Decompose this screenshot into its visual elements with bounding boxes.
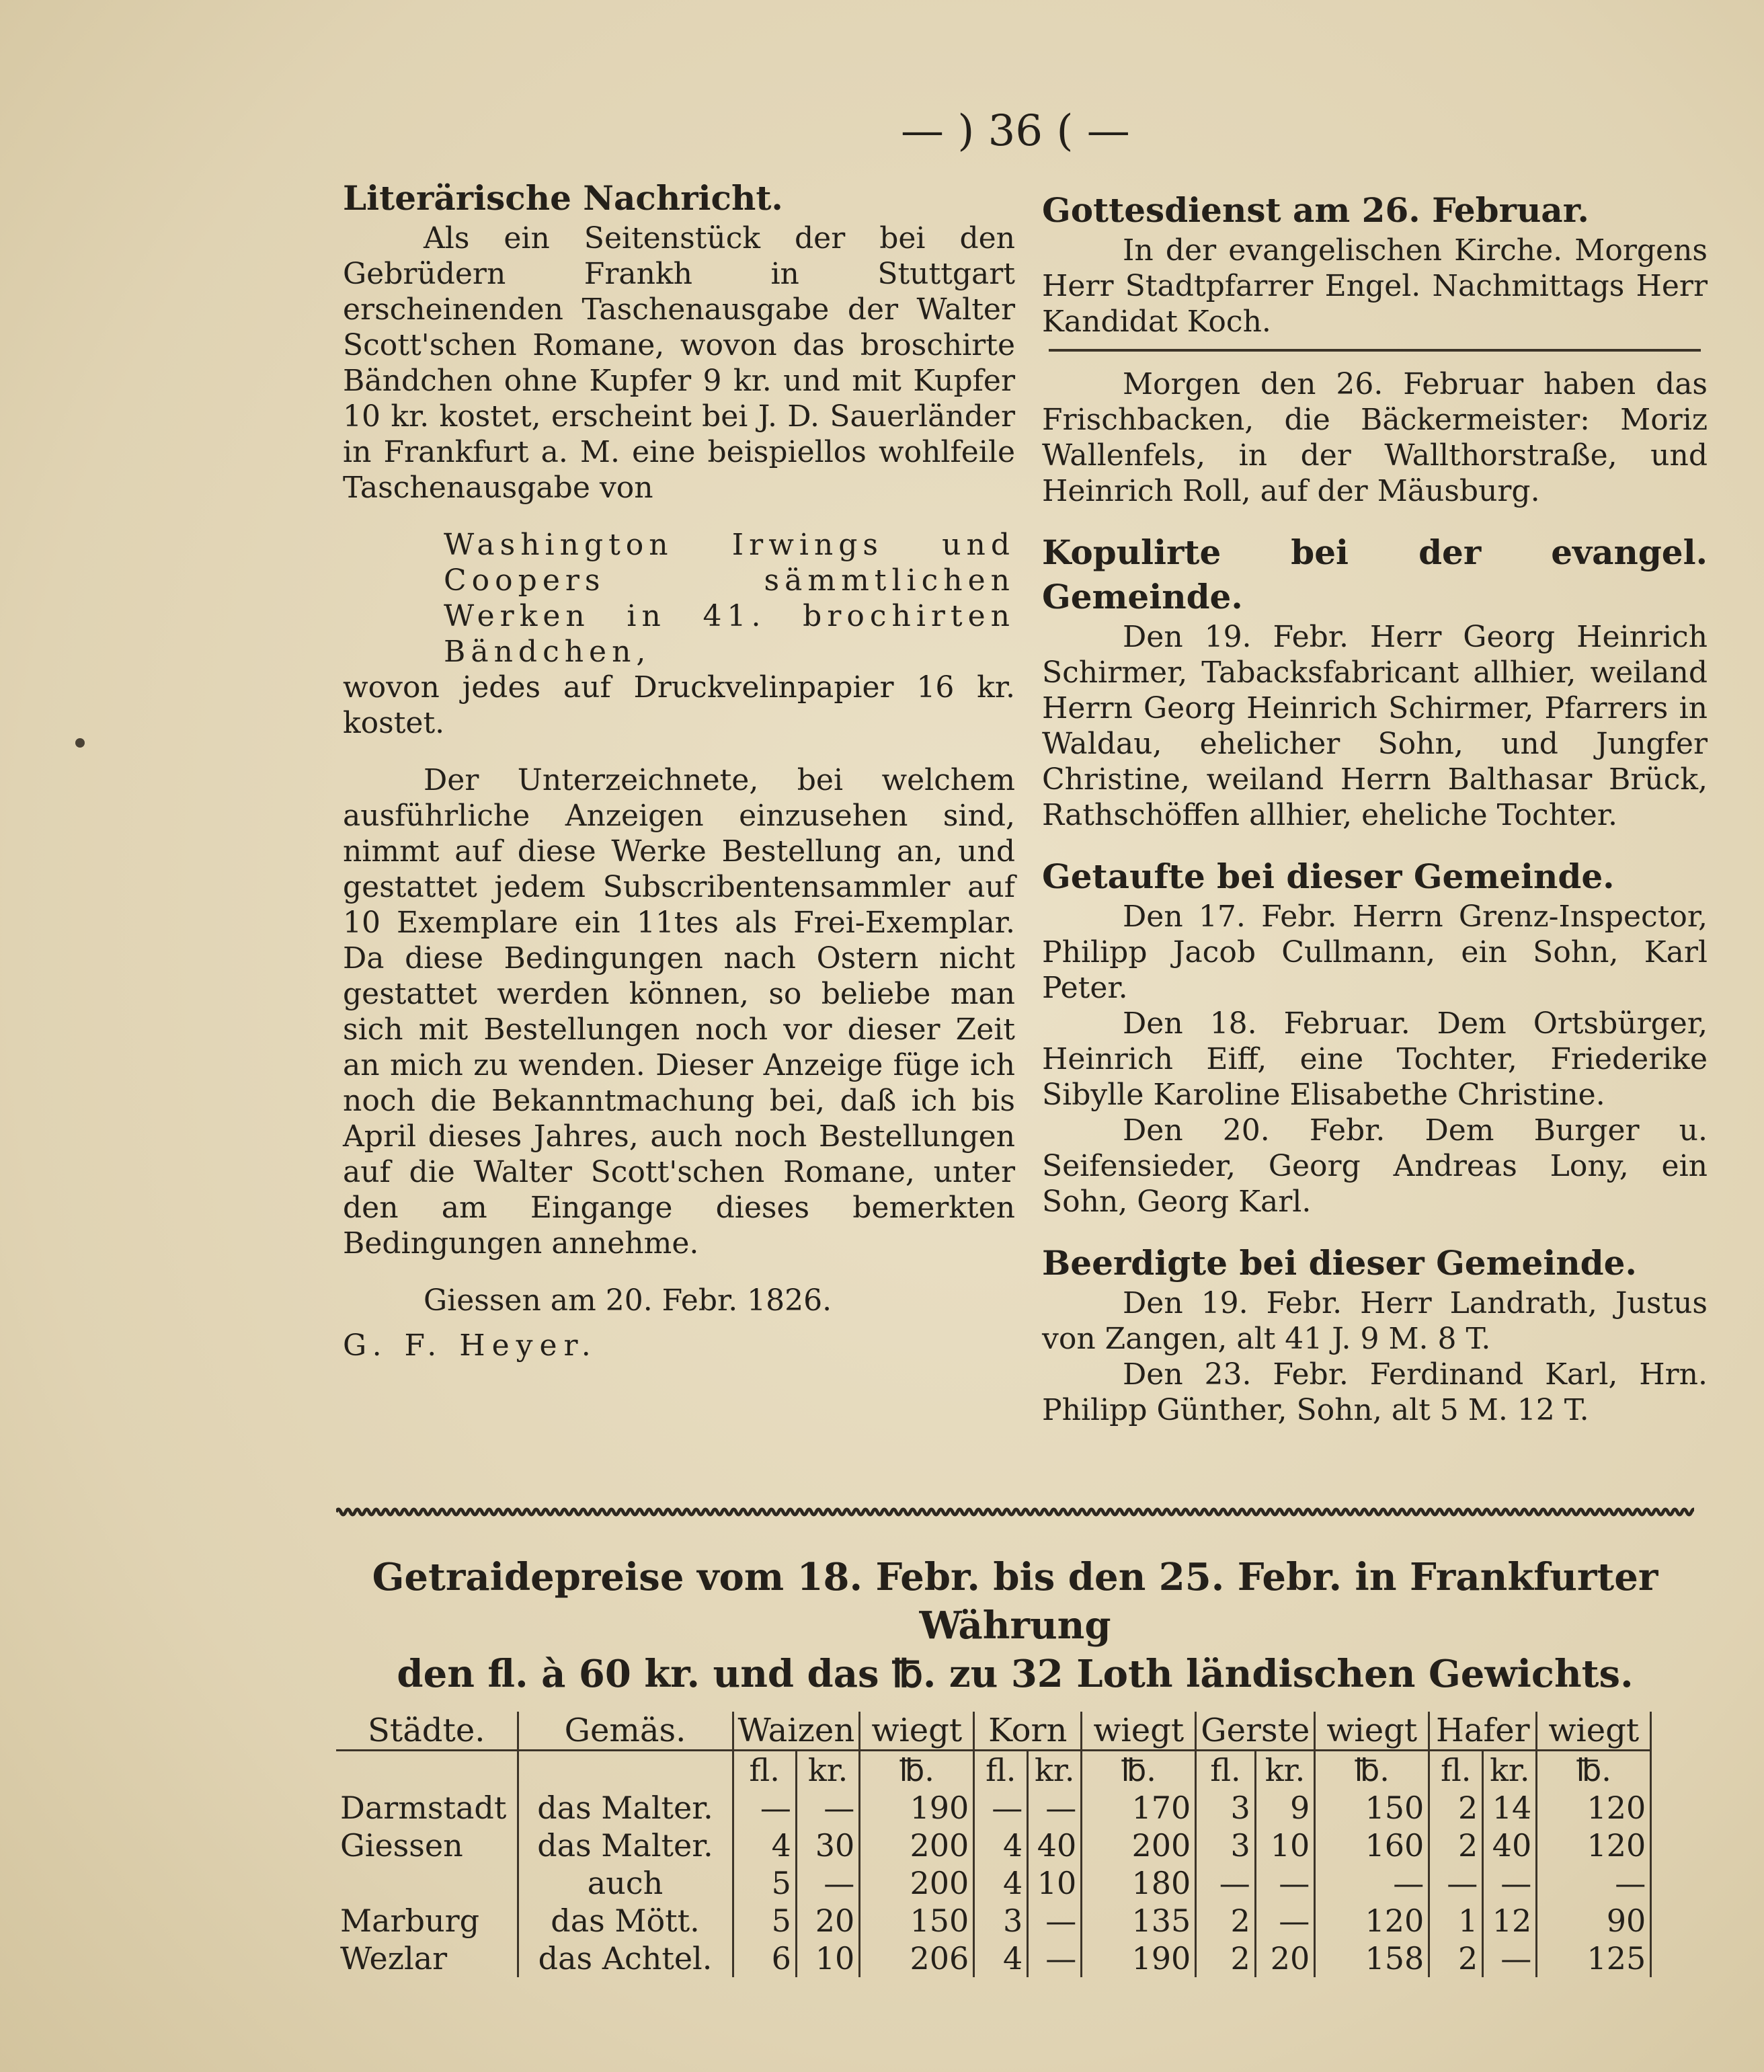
table-cell: Darmstadt bbox=[336, 1789, 518, 1827]
table-cell: 180 bbox=[1082, 1864, 1196, 1902]
bakers-text: Morgen den 26. Februar haben das Frischbacken, die Bäckermeister: Moriz Wallenfels, in der Wallthorstraße, und Heinrich Roll, auf der Mäusburg. bbox=[1042, 367, 1708, 508]
table-cell: 200 bbox=[860, 1827, 974, 1864]
table-cell: 9 bbox=[1255, 1789, 1315, 1827]
table-cell: — bbox=[796, 1789, 859, 1827]
table-header: Waizen bbox=[733, 1712, 860, 1751]
table-cell: Giessen bbox=[336, 1827, 518, 1864]
table-cell: — bbox=[1255, 1864, 1315, 1902]
table-cell: — bbox=[733, 1789, 796, 1827]
buried-entry-1: Den 19. Febr. Herr Landrath, Justus von Zangen, alt 41 J. 9 M. 8 T. bbox=[1042, 1286, 1708, 1356]
table-row bbox=[336, 1940, 1651, 1977]
table-cell: 200 bbox=[860, 1864, 974, 1902]
table-cell: — bbox=[1483, 1864, 1537, 1902]
table-cell: 190 bbox=[860, 1789, 974, 1827]
table-cell: — bbox=[1315, 1864, 1429, 1902]
table-cell: 5 bbox=[733, 1902, 796, 1940]
baptized-title: Getaufte bei dieser Gemeinde. bbox=[1042, 856, 1615, 896]
left-column bbox=[343, 176, 1015, 1363]
table-cell: 125 bbox=[1537, 1940, 1651, 1977]
table-subheader: fl. bbox=[733, 1751, 796, 1790]
table-row bbox=[336, 1864, 1651, 1902]
table-cell: 206 bbox=[860, 1940, 974, 1977]
notice-place-date: Giessen am 20. Febr. 1826. bbox=[424, 1283, 832, 1318]
married-title: Kopulirte bei der evangel. Gemeinde. bbox=[1042, 532, 1708, 616]
table-cell: 20 bbox=[796, 1902, 859, 1940]
table-cell: — bbox=[1028, 1902, 1082, 1940]
table-cell: Marburg bbox=[336, 1902, 518, 1940]
table-cell: 120 bbox=[1537, 1789, 1651, 1827]
table-cell: das Achtel. bbox=[518, 1940, 733, 1977]
baptized-entry-2: Den 18. Februar. Dem Ortsbürger, Heinrich Eiff, eine Tochter, Friederike Sibylle Karoline Elisabethe Christine. bbox=[1042, 1006, 1708, 1112]
table-cell: 10 bbox=[1255, 1827, 1315, 1864]
table-cell: 5 bbox=[733, 1864, 796, 1902]
table-row bbox=[336, 1902, 1651, 1940]
table-cell: — bbox=[974, 1789, 1028, 1827]
table-cell: Wezlar bbox=[336, 1940, 518, 1977]
table-cell: 2 bbox=[1429, 1827, 1483, 1864]
table-cell: 158 bbox=[1315, 1940, 1429, 1977]
table-cell: 2 bbox=[1429, 1789, 1483, 1827]
table-cell: 2 bbox=[1196, 1902, 1256, 1940]
section-rule bbox=[1049, 349, 1701, 352]
baptized-entry-1: Den 17. Febr. Herrn Grenz-Inspector, Philipp Jacob Cullmann, ein Sohn, Karl Peter. bbox=[1042, 900, 1708, 1005]
table-cell: 135 bbox=[1082, 1902, 1196, 1940]
table-subheader: kr. bbox=[1255, 1751, 1315, 1790]
table-cell: 6 bbox=[733, 1940, 796, 1977]
table-cell: 10 bbox=[1028, 1864, 1082, 1902]
table-cell: — bbox=[796, 1864, 859, 1902]
buried-title: Beerdigte bei dieser Gemeinde. bbox=[1042, 1243, 1637, 1283]
baptized-entry-3: Den 20. Febr. Dem Burger u. Seifensieder, Georg Andreas Lony, ein Sohn, Georg Karl. bbox=[1042, 1113, 1708, 1219]
table-header: wiegt bbox=[860, 1712, 974, 1751]
table-cell: 4 bbox=[974, 1864, 1028, 1902]
table-cell bbox=[336, 1864, 518, 1902]
table-header: wiegt bbox=[1315, 1712, 1429, 1751]
table-cell: 150 bbox=[860, 1902, 974, 1940]
table-cell: 2 bbox=[1196, 1940, 1256, 1977]
table-cell: 10 bbox=[796, 1940, 859, 1977]
table-cell: 4 bbox=[974, 1940, 1028, 1977]
table-header: Gemäs. bbox=[518, 1712, 733, 1751]
service-text: In der evangelischen Kirche. Morgens Herr Stadtpfarrer Engel. Nachmittags Herr Kandidat Koch. bbox=[1042, 233, 1708, 339]
table-header: wiegt bbox=[1537, 1712, 1651, 1751]
table-cell: 120 bbox=[1315, 1902, 1429, 1940]
table-subheader: kr. bbox=[1483, 1751, 1537, 1790]
table-header: Korn bbox=[974, 1712, 1082, 1751]
table-subheader: ℔. bbox=[860, 1751, 974, 1790]
table-header: Städte. bbox=[336, 1712, 518, 1751]
decorative-divider bbox=[336, 1505, 1694, 1519]
table-subheader-empty bbox=[336, 1751, 518, 1790]
table-cell: 40 bbox=[1483, 1827, 1537, 1864]
table-cell: — bbox=[1429, 1864, 1483, 1902]
table-cell: 30 bbox=[796, 1827, 859, 1864]
table-cell: 160 bbox=[1315, 1827, 1429, 1864]
table-header: wiegt bbox=[1082, 1712, 1196, 1751]
grain-prices-title-2: den fl. à 60 kr. und das ℔. zu 32 Loth ländischen Gewichts. bbox=[397, 1652, 1634, 1696]
table-subheader: kr. bbox=[1028, 1751, 1082, 1790]
table-subheader: ℔. bbox=[1082, 1751, 1196, 1790]
table-cell: 120 bbox=[1537, 1827, 1651, 1864]
grain-prices-table bbox=[336, 1712, 1652, 1977]
grain-prices-section bbox=[336, 1553, 1694, 1977]
notice-signature: G. F. Heyer. bbox=[343, 1328, 598, 1363]
ink-spot bbox=[75, 738, 85, 748]
table-cell: 3 bbox=[974, 1902, 1028, 1940]
table-cell: auch bbox=[518, 1864, 733, 1902]
table-cell: — bbox=[1196, 1864, 1256, 1902]
table-cell: 14 bbox=[1483, 1789, 1537, 1827]
table-cell: das Malter. bbox=[518, 1789, 733, 1827]
right-column bbox=[1042, 188, 1708, 1428]
table-cell: 4 bbox=[733, 1827, 796, 1864]
table-cell: 2 bbox=[1429, 1940, 1483, 1977]
table-cell: 3 bbox=[1196, 1827, 1256, 1864]
table-subheader: fl. bbox=[1196, 1751, 1256, 1790]
table-cell: 150 bbox=[1315, 1789, 1429, 1827]
literary-notice-works: Washington Irwings und Coopers sämmtlichen Werken in 41. brochirten Bändchen, bbox=[444, 528, 1015, 669]
table-subheader: kr. bbox=[796, 1751, 859, 1790]
table-cell: 12 bbox=[1483, 1902, 1537, 1940]
table-header: Hafer bbox=[1429, 1712, 1537, 1751]
literary-notice-paragraph-2: Der Unterzeichnete, bei welchem ausführliche Anzeigen einzusehen sind, nimmt auf diese Werke Bestellung an, und gestattet jedem Subscribentensammler auf 10 Exemplare ein 11tes als Frei-Exemplar. Da diese Bedingungen nach Ostern nicht gestattet werden können, so beliebe man sich mit Bestellungen noch vor dieser Zeit an mich zu wenden. Dieser Anzeige füge ich noch die Bekanntmachung bei, daß ich bis April dieses Jahres, auch noch Bestellungen auf die Walter Scott'schen Romane, unter den am Eingange dieses bemerkten Bedingungen annehme. bbox=[343, 763, 1015, 1261]
table-cell: 170 bbox=[1082, 1789, 1196, 1827]
buried-entry-2: Den 23. Febr. Ferdinand Karl, Hrn. Philipp Günther, Sohn, alt 5 M. 12 T. bbox=[1042, 1357, 1708, 1427]
table-cell: 1 bbox=[1429, 1902, 1483, 1940]
literary-notice-price: wovon jedes auf Druckvelinpapier 16 kr. kostet. bbox=[343, 670, 1015, 740]
table-subheader: fl. bbox=[974, 1751, 1028, 1790]
married-text: Den 19. Febr. Herr Georg Heinrich Schirmer, Tabacksfabricant allhier, weiland Herrn Georg Heinrich Schirmer, Pfarrers in Waldau, ehelicher Sohn, und Jungfer Christine, weiland Herrn Balthasar Brück, Rathschöffen allhier, eheliche Tochter. bbox=[1042, 620, 1708, 832]
table-cell: 90 bbox=[1537, 1902, 1651, 1940]
table-subheader-empty bbox=[518, 1751, 733, 1790]
table-cell: — bbox=[1028, 1789, 1082, 1827]
table-header: Gerste bbox=[1196, 1712, 1315, 1751]
table-cell: — bbox=[1255, 1902, 1315, 1940]
literary-notice-paragraph-1: Als ein Seitenstück der bei den Gebrüdern Frankh in Stuttgart erscheinenden Taschenausgabe der Walter Scott'schen Romane, wovon das broschirte Bändchen ohne Kupfer 9 kr. und mit Kupfer 10 kr. kostet, erscheint bei J. D. Sauerländer in Frankfurt a. M. eine beispiellos wohlfeile Taschenausgabe von bbox=[343, 221, 1015, 505]
table-cell: 4 bbox=[974, 1827, 1028, 1864]
table-subheader: ℔. bbox=[1315, 1751, 1429, 1790]
table-cell: 40 bbox=[1028, 1827, 1082, 1864]
literary-notice-title: Literärische Nachricht. bbox=[343, 178, 783, 218]
table-cell: das Mött. bbox=[518, 1902, 733, 1940]
table-row bbox=[336, 1827, 1651, 1864]
page-number: — ) 36 ( — bbox=[901, 106, 1130, 156]
table-subheader: fl. bbox=[1429, 1751, 1483, 1790]
service-title: Gottesdienst am 26. Februar. bbox=[1042, 190, 1589, 230]
table-subheader: ℔. bbox=[1537, 1751, 1651, 1790]
table-row bbox=[336, 1789, 1651, 1827]
table-cell: 200 bbox=[1082, 1827, 1196, 1864]
table-cell: — bbox=[1483, 1940, 1537, 1977]
table-cell: — bbox=[1537, 1864, 1651, 1902]
grain-prices-title-1: Getraidepreise vom 18. Febr. bis den 25. Febr. in Frankfurter Währung bbox=[372, 1555, 1658, 1648]
table-cell: — bbox=[1028, 1940, 1082, 1977]
table-cell: das Malter. bbox=[518, 1827, 733, 1864]
table-cell: 20 bbox=[1255, 1940, 1315, 1977]
table-cell: 190 bbox=[1082, 1940, 1196, 1977]
table-cell: 3 bbox=[1196, 1789, 1256, 1827]
